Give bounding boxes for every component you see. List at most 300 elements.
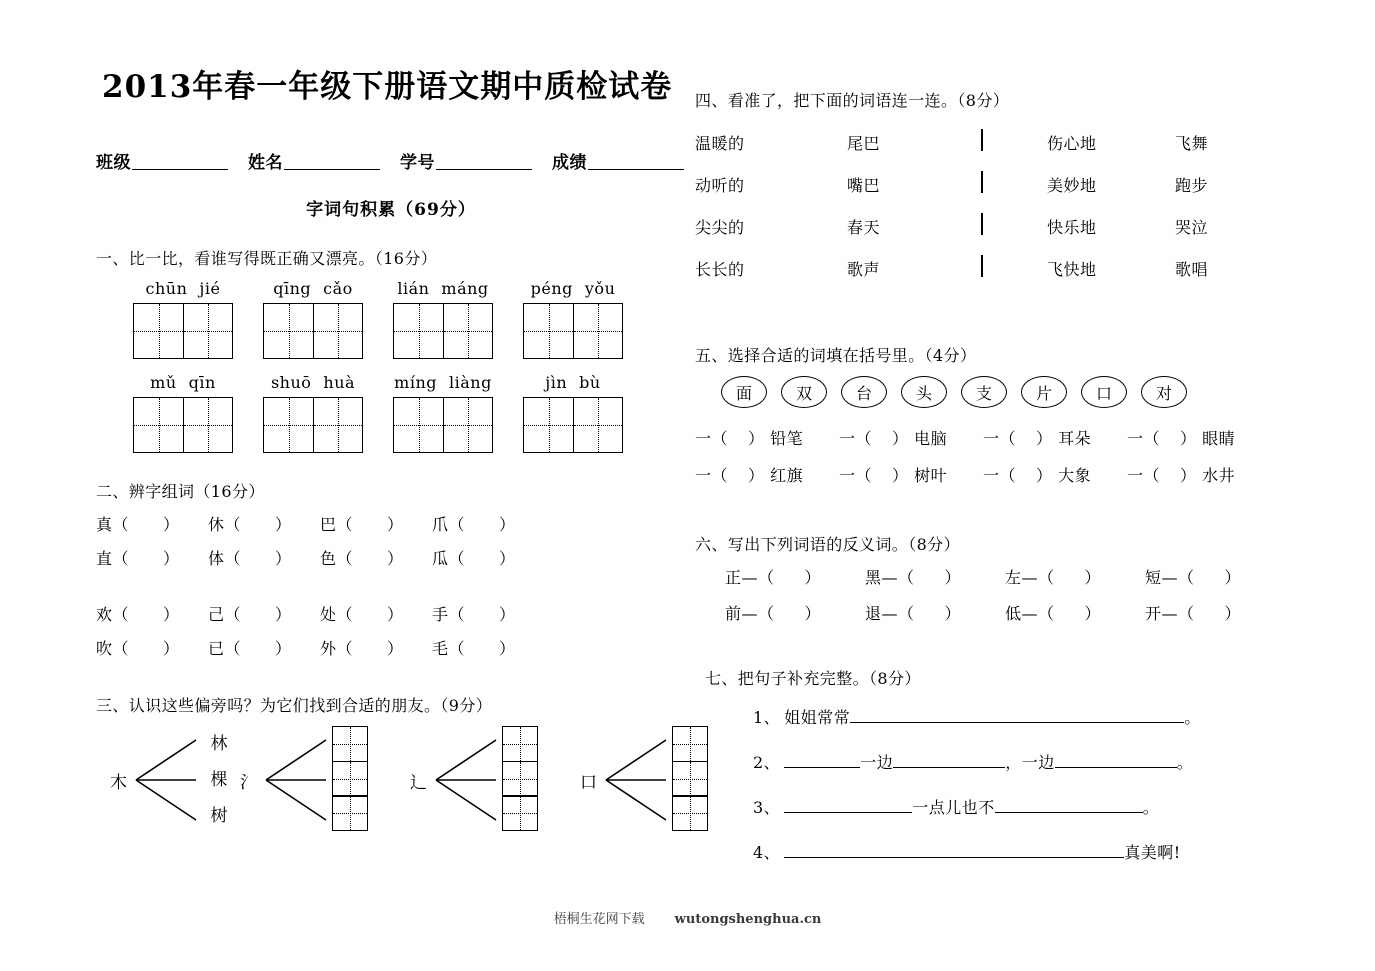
sentence-text: 。 <box>1184 708 1201 727</box>
tianzige-pair[interactable] <box>523 303 623 359</box>
field-label: 班级 <box>96 153 131 174</box>
tianzige-cell[interactable] <box>394 304 443 358</box>
noun-label: 铅笔 <box>764 429 804 448</box>
pinyin-grid-cell <box>118 373 248 453</box>
paren-open: （ <box>224 605 242 625</box>
page-title: 2013年春一年级下册语文期中质检试卷 <box>102 69 673 105</box>
radical-example-char: 林 <box>210 734 228 755</box>
char-compound-item <box>208 636 320 659</box>
field-input-rule[interactable] <box>284 154 380 170</box>
pinyin-grid-cell <box>248 373 378 453</box>
column-divider <box>965 255 1047 281</box>
char-compound-item <box>432 512 544 535</box>
char-compound-item <box>96 602 208 625</box>
paren-close: ） <box>944 604 962 623</box>
noun-label: 红旗 <box>764 466 804 485</box>
pinyin-syllable: shuō <box>270 373 312 393</box>
section-three-title: 三、认识这些偏旁吗？为它们找到合适的朋友。（9分） <box>96 696 493 716</box>
pinyin-label <box>531 279 616 298</box>
field-label: 成绩 <box>552 153 587 174</box>
antonym-row <box>725 565 1295 588</box>
item-prefix: 一（ <box>839 466 873 485</box>
char-label: 真 <box>96 515 113 535</box>
paren-close: ） <box>499 605 516 625</box>
char-compound-row <box>96 636 686 659</box>
antonym-item <box>725 601 865 624</box>
paren-open: （ <box>898 604 915 623</box>
measure-word-item <box>1127 463 1271 486</box>
match-left-term[interactable]: 长长的 <box>695 259 745 279</box>
paren-close: ） <box>163 549 180 569</box>
tianzige-cell[interactable] <box>573 398 622 452</box>
noun-label: 大象 <box>1052 466 1092 485</box>
measure-word-option[interactable]: 口 <box>1081 376 1127 408</box>
char-compound-item <box>208 546 320 569</box>
tianzige-cell[interactable] <box>313 304 362 358</box>
tianzige-cell[interactable] <box>264 398 313 452</box>
noun-label: 水井 <box>1196 466 1236 485</box>
measure-word-option[interactable]: 对 <box>1141 376 1187 408</box>
field-input-rule[interactable] <box>132 154 228 170</box>
item-suffix: ） <box>1036 429 1053 448</box>
sentence-text: 姐姐常常 <box>784 708 851 727</box>
antonym-item <box>1005 565 1145 588</box>
field-input-rule[interactable] <box>588 154 684 170</box>
row-spacer <box>96 580 686 602</box>
char-label: 爪 <box>432 515 449 535</box>
char-label: 色 <box>320 549 337 569</box>
char-label: 毛 <box>432 639 449 659</box>
section-four-title: 四、看准了，把下面的词语连一连。（8分） <box>695 91 1010 110</box>
char-label: 直 <box>96 549 113 569</box>
match-right-target[interactable]: 跑步 <box>1175 175 1209 195</box>
sentence-number: 2、 <box>753 753 781 772</box>
section-seven <box>695 666 1295 863</box>
tianzige-pair[interactable] <box>263 397 363 453</box>
tianzige-cell[interactable] <box>502 726 538 762</box>
item-suffix: ） <box>1180 466 1197 485</box>
measure-word-option[interactable]: 头 <box>901 376 947 408</box>
measure-word-option[interactable]: 台 <box>841 376 887 408</box>
item-prefix: 一（ <box>983 466 1017 485</box>
paren-close: ） <box>163 639 180 659</box>
sentence-number: 3、 <box>753 798 781 817</box>
pinyin-syllable: mǔ <box>150 373 177 393</box>
pinyin-syllable: qīn <box>188 373 216 393</box>
pinyin-syllable: chūn <box>145 279 188 299</box>
match-row <box>695 163 1295 205</box>
char-compound-item <box>320 512 432 535</box>
pinyin-label <box>394 373 492 392</box>
tianzige-cell[interactable] <box>183 304 232 358</box>
match-right-target[interactable]: 飞舞 <box>1175 133 1209 153</box>
pinyin-grid-cell <box>378 373 508 453</box>
student-info-field <box>248 148 380 173</box>
paren-close: ） <box>804 568 822 587</box>
char-compound-row <box>96 546 686 569</box>
paren-close: ） <box>1084 604 1102 623</box>
char-compound-item <box>96 546 208 569</box>
item-suffix: ） <box>748 429 765 448</box>
pinyin-syllable: huà <box>323 373 356 393</box>
antonym-word: 退— <box>865 604 899 623</box>
sentence-text: 。 <box>1176 753 1194 772</box>
tianzige-cell[interactable] <box>443 398 492 452</box>
pinyin-syllable: cǎo <box>323 279 353 299</box>
radical-label: 氵 <box>240 773 257 794</box>
sentence-number: 1、 <box>753 708 781 727</box>
radical-label: 木 <box>110 773 127 794</box>
paren-close: ） <box>1224 604 1242 623</box>
pinyin-grid-cell <box>508 279 638 359</box>
paren-close: ） <box>163 605 180 625</box>
paren-open: （ <box>758 604 775 623</box>
char-compound-item <box>96 636 208 659</box>
paren-open: （ <box>224 639 242 659</box>
column-divider <box>965 129 1047 155</box>
tianzige-cell[interactable] <box>524 304 573 358</box>
match-right-term[interactable]: 美妙地 <box>1047 175 1097 195</box>
section-seven-title: 七、把句子补充完整。（8分） <box>705 669 921 688</box>
student-info-row <box>96 148 686 173</box>
antonym-row <box>725 601 1295 624</box>
char-compound-item <box>320 602 432 625</box>
tianzige-cell[interactable] <box>332 795 368 831</box>
tianzige-cell[interactable] <box>183 398 232 452</box>
paren-open: （ <box>336 605 354 625</box>
section-seven-body <box>695 705 1295 863</box>
footer-site: wutongshenghua.cn <box>674 912 822 927</box>
section-one-title: 一、比一比，看谁写得既正确又漂亮。（16分） <box>96 249 438 269</box>
paren-open: （ <box>448 515 466 535</box>
char-label: 吹 <box>96 639 113 659</box>
item-prefix: 一（ <box>695 429 729 448</box>
section-one-body <box>96 279 686 453</box>
radical-connector-lines <box>134 726 200 834</box>
item-suffix: ） <box>1180 429 1197 448</box>
tianzige-cell[interactable] <box>134 304 183 358</box>
section-three <box>96 693 686 834</box>
sentence-text: 。 <box>1142 798 1160 817</box>
measure-word-bank <box>721 376 1295 408</box>
paren-close: ） <box>1084 568 1102 587</box>
sentence-text: ，一边 <box>1005 753 1055 772</box>
match-left-target[interactable]: 歌声 <box>847 259 881 279</box>
match-row <box>695 121 1295 163</box>
antonym-item <box>1145 565 1285 588</box>
radical-targets <box>202 726 236 834</box>
pinyin-grid-row <box>118 373 686 453</box>
tianzige-cell[interactable] <box>134 398 183 452</box>
radical-example-char: 棵 <box>210 770 228 791</box>
char-label: 手 <box>432 605 449 625</box>
section-four <box>695 88 1295 289</box>
radical-example-char: 树 <box>210 806 228 827</box>
antonym-word: 开— <box>1145 604 1179 623</box>
pinyin-syllable: míng <box>394 373 437 393</box>
sentence-text: 一边 <box>860 753 894 772</box>
antonym-word: 低— <box>1005 604 1039 623</box>
antonym-word: 左— <box>1005 568 1039 587</box>
section-two <box>96 479 686 659</box>
left-column <box>96 70 686 854</box>
paren-open: （ <box>224 549 242 569</box>
item-prefix: 一（ <box>695 466 729 485</box>
match-left-target[interactable]: 春天 <box>847 217 881 237</box>
answer-rule[interactable] <box>995 798 1143 813</box>
tianzige-cell[interactable] <box>573 304 622 358</box>
field-label: 姓名 <box>248 153 283 174</box>
measure-word-option[interactable]: 片 <box>1021 376 1067 408</box>
pinyin-grid-cell <box>248 279 378 359</box>
footer-source: 梧桐生花网下载 <box>553 912 645 927</box>
student-info-field <box>552 148 684 173</box>
tianzige-cell[interactable] <box>443 304 492 358</box>
field-input-rule[interactable] <box>436 154 532 170</box>
sentence-number: 4、 <box>753 843 781 862</box>
item-suffix: ） <box>892 466 909 485</box>
noun-label: 眼睛 <box>1196 429 1236 448</box>
match-right-term[interactable]: 伤心地 <box>1047 133 1097 153</box>
sentence-item <box>753 840 1295 863</box>
paren-close: ） <box>275 605 292 625</box>
measure-word-item <box>839 463 983 486</box>
noun-label: 树叶 <box>908 466 948 485</box>
radical-connector-lines <box>264 726 330 834</box>
match-left-term[interactable]: 动听的 <box>695 175 745 195</box>
measure-word-item <box>983 463 1127 486</box>
char-label: 外 <box>320 639 337 659</box>
pinyin-label <box>397 279 488 298</box>
sentence-item <box>753 750 1295 773</box>
char-compound-item <box>320 546 432 569</box>
answer-rule[interactable] <box>850 708 1184 723</box>
paren-close: ） <box>387 605 404 625</box>
paren-open: （ <box>448 605 466 625</box>
char-label: 瓜 <box>432 549 449 569</box>
paren-close: ） <box>944 568 962 587</box>
char-label: 休 <box>208 515 225 535</box>
paren-close: ） <box>1224 568 1242 587</box>
sentence-text: 真美啊! <box>1124 843 1181 862</box>
measure-word-row <box>695 463 1295 486</box>
item-suffix: ） <box>748 466 765 485</box>
pinyin-syllable: qīng <box>273 279 312 299</box>
match-right-target[interactable]: 歌唱 <box>1175 259 1209 279</box>
tianzige-pair[interactable] <box>393 397 493 453</box>
match-right-term[interactable]: 快乐地 <box>1047 217 1097 237</box>
answer-rule[interactable] <box>1055 753 1177 768</box>
column-divider <box>965 171 1047 197</box>
match-left-term[interactable]: 尖尖的 <box>695 217 745 237</box>
match-left-term[interactable]: 温暖的 <box>695 133 745 153</box>
paren-open: （ <box>1178 604 1195 623</box>
char-compound-item <box>320 636 432 659</box>
paren-open: （ <box>448 639 466 659</box>
pinyin-label <box>545 373 600 392</box>
student-info-field <box>96 148 228 173</box>
pinyin-grid-cell <box>508 373 638 453</box>
column-divider <box>965 213 1047 239</box>
paren-close: ） <box>499 515 516 535</box>
item-prefix: 一（ <box>1127 466 1161 485</box>
paren-open: （ <box>112 605 130 625</box>
pinyin-syllable: péng <box>530 279 573 299</box>
tianzige-cell[interactable] <box>332 726 368 762</box>
section-five <box>695 343 1295 486</box>
char-label: 巴 <box>320 515 337 535</box>
tianzige-pair[interactable] <box>523 397 623 453</box>
tianzige-pair[interactable] <box>263 303 363 359</box>
tianzige-cell[interactable] <box>502 795 538 831</box>
paren-close: ） <box>387 515 404 535</box>
pinyin-syllable: jìn <box>545 373 568 393</box>
pinyin-label <box>150 373 216 392</box>
char-compound-item <box>432 546 544 569</box>
char-compound-item <box>432 602 544 625</box>
pinyin-label <box>146 279 221 298</box>
paren-open: （ <box>1038 568 1055 587</box>
sentence-item <box>753 795 1295 818</box>
section-six-title: 六、写出下列词语的反义词。（8分） <box>695 535 960 554</box>
radical-connector-lines <box>434 726 500 834</box>
match-row <box>695 247 1295 289</box>
measure-word-option[interactable]: 面 <box>721 376 767 408</box>
footer <box>0 908 1375 927</box>
section-five-body <box>695 426 1295 486</box>
pinyin-syllable: máng <box>441 279 489 299</box>
paren-open: （ <box>336 515 354 535</box>
paren-close: ） <box>499 549 516 569</box>
paren-open: （ <box>336 639 354 659</box>
sentence-text: 一点儿也不 <box>912 798 995 817</box>
radical-group <box>240 726 410 834</box>
paren-open: （ <box>898 568 915 587</box>
measure-word-item <box>983 426 1127 449</box>
antonym-word: 黑— <box>865 568 899 587</box>
paren-open: （ <box>758 568 775 587</box>
radical-targets <box>332 726 368 830</box>
radical-label: 口 <box>580 773 597 794</box>
paren-close: ） <box>275 639 292 659</box>
field-label: 学号 <box>400 153 435 174</box>
match-left-target[interactable]: 嘴巴 <box>847 175 881 195</box>
pinyin-syllable: liàng <box>449 373 492 393</box>
paren-open: （ <box>1178 568 1195 587</box>
measure-word-item <box>839 426 983 449</box>
radical-targets <box>502 726 538 830</box>
measure-word-option[interactable]: 支 <box>961 376 1007 408</box>
pinyin-label <box>271 373 355 392</box>
char-label: 处 <box>320 605 337 625</box>
char-label: 己 <box>208 605 225 625</box>
char-compound-item <box>208 602 320 625</box>
answer-rule[interactable] <box>784 798 912 813</box>
antonym-item <box>865 601 1005 624</box>
student-info-field <box>400 148 532 173</box>
pinyin-syllable: yǒu <box>584 279 616 299</box>
paren-open: （ <box>112 549 130 569</box>
answer-rule[interactable] <box>784 843 1124 858</box>
paren-close: ） <box>275 515 292 535</box>
item-suffix: ） <box>1036 466 1053 485</box>
section-three-body <box>110 726 686 834</box>
tianzige-pair[interactable] <box>393 303 493 359</box>
section-two-title: 二、辨字组词（16分） <box>96 482 265 502</box>
paren-open: （ <box>112 515 130 535</box>
match-row <box>695 205 1295 247</box>
answer-rule[interactable] <box>784 753 860 768</box>
section-two-body <box>96 512 686 659</box>
char-compound-item <box>432 636 544 659</box>
paren-close: ） <box>387 549 404 569</box>
measure-word-item <box>695 463 839 486</box>
section-five-title: 五、选择合适的词填在括号里。（4分） <box>695 346 977 365</box>
paren-open: （ <box>336 549 354 569</box>
char-compound-item <box>96 512 208 535</box>
radical-label: 辶 <box>410 773 427 794</box>
section-six-body <box>695 565 1295 624</box>
measure-word-option[interactable]: 双 <box>781 376 827 408</box>
match-right-term[interactable]: 飞快地 <box>1047 259 1097 279</box>
paren-open: （ <box>224 515 242 535</box>
tianzige-cell[interactable] <box>313 398 362 452</box>
tianzige-cell[interactable] <box>264 304 313 358</box>
tianzige-cell[interactable] <box>394 398 443 452</box>
char-compound-item <box>208 512 320 535</box>
item-prefix: 一（ <box>839 429 873 448</box>
divider-tick <box>981 171 983 193</box>
char-label: 欢 <box>96 605 113 625</box>
section-four-body <box>695 121 1295 289</box>
antonym-item <box>865 565 1005 588</box>
noun-label: 耳朵 <box>1052 429 1092 448</box>
tianzige-cell[interactable] <box>332 761 368 797</box>
item-suffix: ） <box>892 429 909 448</box>
paren-close: ） <box>499 639 516 659</box>
paren-open: （ <box>1038 604 1055 623</box>
match-right-target[interactable]: 哭泣 <box>1175 217 1209 237</box>
noun-label: 电脑 <box>908 429 948 448</box>
match-left-target[interactable]: 尾巴 <box>847 133 881 153</box>
pinyin-syllable: jié <box>199 279 221 299</box>
divider-tick <box>981 129 983 151</box>
tianzige-pair[interactable] <box>133 303 233 359</box>
char-compound-row <box>96 602 686 625</box>
item-prefix: 一（ <box>1127 429 1161 448</box>
tianzige-cell[interactable] <box>502 761 538 797</box>
antonym-item <box>1005 601 1145 624</box>
sentence-item <box>753 705 1295 728</box>
antonym-word: 短— <box>1145 568 1179 587</box>
answer-rule[interactable] <box>893 753 1005 768</box>
pinyin-grid-cell <box>118 279 248 359</box>
paren-close: ） <box>387 639 404 659</box>
antonym-word: 正— <box>725 568 759 587</box>
item-prefix: 一（ <box>983 429 1017 448</box>
antonym-item <box>725 565 865 588</box>
radical-connector-lines <box>604 726 670 834</box>
section-one <box>96 246 686 453</box>
pinyin-label <box>273 279 353 298</box>
section-six <box>695 532 1295 624</box>
divider-tick <box>981 213 983 235</box>
tianzige-pair[interactable] <box>133 397 233 453</box>
part-subtitle: 字词句积累（69分） <box>306 200 476 221</box>
tianzige-cell[interactable] <box>524 398 573 452</box>
pinyin-syllable: bù <box>579 373 601 393</box>
antonym-word: 前— <box>725 604 759 623</box>
